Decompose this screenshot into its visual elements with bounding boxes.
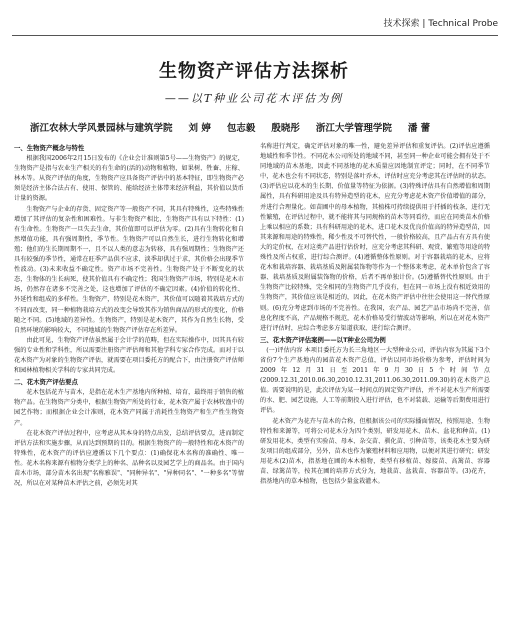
body-paragraph: 生物资产与企业的存货、固定资产等一般资产不同，其具有特殊性，这些特殊性增加了其评估的复杂性和困难性。与非生物资产相比，生物资产具有以下特性：(1)有生命性。生物资产一旦失去生命，其价值即可以评估为零。(2)具有生物转化和自然增值功能，具有强周期性，季节性。生物资产可以自然生长，进行生物转化和增殖；他们的生长期周期不一，且不以人类的意志为转移，具有强周期性；生物资产还具有较强的季节性，通常在旺季产品供不应求，淡季却供过于求，其价格会出现季节性波动。(3)未来收益不确定性。资产市场不完善性。生物资产处于不断变化的状态，生物体的生长病死，使其价值具有不确定性；我国生物资产市场，特别是花木市场，仍然存在诸多不完善之处，这也增加了评估的不确定因素。(4)价值的转化性、外延性和组成的多样性。生物资产，特别是花木资产，其价值可以随着其栽培方式的不同而改变，同一种植物栽培方式的改变会导致其作为销售商品的形式的变化，价格随之不同。(5)地域的差异性。生物资产，特别是花木资产，其作为自然生长物，受自然环境的影响较大，不同地域的生物资产评估存在所差异。 <box>14 205 244 334</box>
body-paragraph: 名称进行判定，确定评估对象的唯一性，避免差异评估和重复评估。(2)评估应遵循地域性和季节性。不同花木公司所处的地域不同，甚至同一种企业可能会拥有处于不同地域的苗木基地，因此不同基地的花木质量应因地制宜评定；同时，在不同季节中，花木也会有不同状态，特别是落叶乔木，评估时应充分考虑其在评估时的状态。(3)评估应以花木的生长期、价值量等特征为依据。(3)特殊评估具有自然增值和周期属性，具有科研用途及具有特异造型的花木，应充分考虑花木资产价值增值的部分，并进行合理量化。如苗圃中的母本植物，其植株可持续提供用于扦插的枝条，进行无性繁殖，在评估过程中，就不能将其与同规格的苗木等同看待，而应在同类苗木价格上乘以相应的系数；具有科研用途的花木，进口花木及优良价值高的特异造型苗，因其来源和用途的特殊性，稀少性及不可替代性，一般价格较高，且产品占有方具有使大的定价权，在对这类产品进行估价时，应充分考虑其科研、观赏、繁殖等用途的特殊性及所占权重，进行综合测评。(4)遵循整体性原则。对于容器栽培的花木，应将花木和栽培容器、栽培基质及附属装饰物等作为一个整体来考虑，花木单价包含了容器、栽培基质及附属装饰物的价格，后者不再单独计价。(5)遵循替代性原则。由于生物资产比较特殊，完全相同的生物资产几乎没有，但在同一市场上没有相近效用的生物资产，其价值应该是相近的，因此，在花木资产评估中往往会使用这一替代性原则。(6)充分考虑到市场的不完善性。在我国，农产品、园艺产品市场尚不完善，信息化程度不高，产品规格不规范，花木价格易受行情波动等影响，所以在对花木资产进行评估时，应综合考虑多方渠道获取，进行综合测评。 <box>260 143 490 332</box>
body-paragraph: 由此可见，生物资产评估虽然属于会计学的范畴，但在实际操作中，因其具有较强的专业性和学科性，所以需要注册资产评估师和其他学科专家合作完成。而对于以花木资产为对象的生物资产评估，就需要在项目委托方的配合下，由注册资产评估师和园林植物相关学科的专家共同完成。 <box>14 336 244 375</box>
author-name: 潘 蕾 <box>407 123 431 134</box>
section-header: 技术探索 | Technical Probe <box>383 19 498 29</box>
author-affiliation: 浙江大学管理学院 <box>315 123 392 134</box>
article-subtitle: ——以T种业公司花木评估为例 <box>164 92 344 105</box>
author-affiliation: 浙江农林大学风景园林与建筑学院 <box>30 123 173 134</box>
right-column <box>260 142 490 632</box>
body-paragraph: 根据我国2006年2月15日发布的《企业会计准则第5号——生物资产》的规定，生物资产是指与农业生产相关的有生命的(活的)动物和植物，如果树、牲畜、庄稼、林木等。从资产评估的角度，生物资产应具备资产评估中的基本特征，即生物资产必须是经济主体合法占有、使用、保管的、能给经济主体带来经济利益，其价值以货币计量的资源。 <box>14 155 244 203</box>
author-line <box>30 120 488 134</box>
body-paragraph: 在花木资产评估过程中，应考虑从其本身的特点出发，总结评估要点，进而制定评估方法和实施步骤，从而达到预期的目的。根据生物资产的一般特性和花木资产的特殊性，花木资产的评估应遵循以下几个要点：(1)确保花木名称的准确性、唯一性。花木名称来源有植物分类学上的种名、品种名以及园艺学上的商品名。由于国内苗木市场，部分苗木名出现"名称雅误"、"同种异名"、"异种同名"、"一种多名"等情况，所以在对某种苗木评估之前，必须先对其 <box>14 429 244 488</box>
author-name: 包志毅 <box>226 123 256 134</box>
left-column <box>14 142 244 632</box>
section-heading: 一、生物资产概念与特性 <box>14 144 85 152</box>
section-heading: 三、花木资产评估案例——以T种业公司为例 <box>260 335 386 344</box>
author-name: 殷晓彤 <box>271 123 300 134</box>
section-heading: 二、花木资产评估要点 <box>14 378 78 387</box>
header-divider <box>12 35 498 36</box>
subsection-paragraph: (一)评估内容 本项目委托方为长三角地区一大型种业公司，评估内容为其属下3个省份7个生产基地内的园苗花木资产总值，评估以同市场价格为参考，评估时间为2009年12月31日至2011年9月30日5个时间节点(2009.12.31,2010.06.30,2010.12.31,2011.06.30,2011.09.30)的花木资产总值。需要说明的是，此次评估为某一时间点的固定资产评估，并不对花木生产所需要的水、肥、园艺设施，人工等前期投入进行评估，也不对装载、运输等后期费用进行评估。 <box>260 346 490 415</box>
body-paragraph: 花木包括花卉与苗木，是指在花木生产基地内所种植、培育，最终用于销售的植物产品。在生物资产分类中，根据生物资产所处的行业，花木资产属于农林牧渔中的园艺作物；而根据企业会计准则，花木资产同属于消耗性生物资产和生产性生物资产。 <box>14 389 244 427</box>
body-paragraph: 花木资产为花卉与苗木的合称，但根据该公司的实际播面情况，按照用途、生物特性和来源等，可将公司花木分为四个类别，研发用花木、苗木、盆花和种苗。(1)研发用花木，类型有实验苗、母本、杂交苗、驯化苗、引种苗等，该类花木主要为研发项目的组成部分，另外，苗木也作为繁殖材料和应用物，以便对其进行研究；研发用花木(2)苗木，指基地在圃的本木植物，类型有移植苗、嫁接苗、高篱苗、容器苗、绿篱苗等，按其在圃的培养方式分为，地栽苗、盆栽苗、容器苗等。(3)花卉，指基地内的草本植物，也包括少量盆栽灌木。 <box>260 417 490 486</box>
author-name: 刘 婷 <box>188 123 211 134</box>
article-title: 生物资产评估方法探析 <box>159 61 349 82</box>
